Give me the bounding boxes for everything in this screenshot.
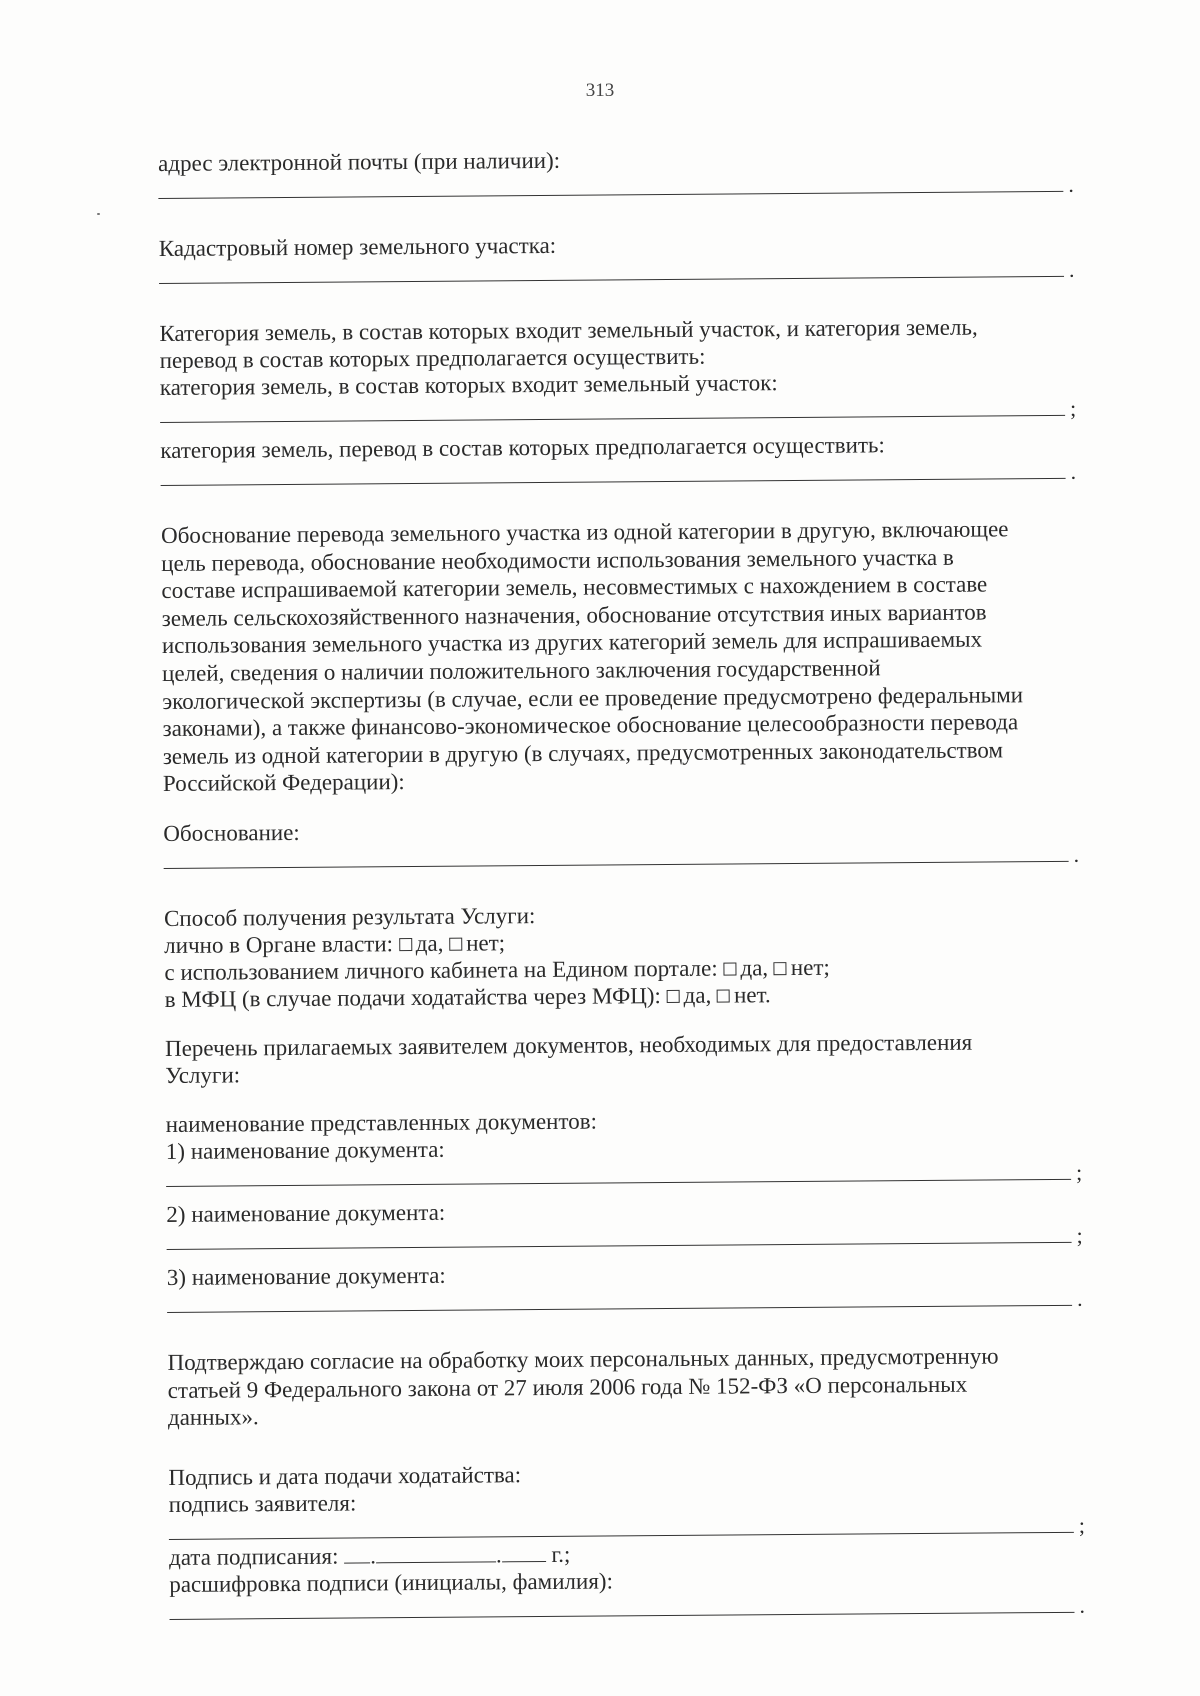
email-end: . <box>1068 171 1074 197</box>
documents-intro-line2: Услуги: <box>165 1062 241 1088</box>
documents-list-label: наименование представленных документов: <box>165 1108 598 1137</box>
date-day-blank[interactable] <box>344 1544 370 1563</box>
justification-line: Обоснование перевода земельного участка из одной категории в другую, включающее <box>160 516 1009 548</box>
categories-intro-line2: перевод в состав которых предполагается осуществить: <box>159 343 706 373</box>
mfc-label: в МФЦ (в случае подачи ходатайства через МФЦ): <box>164 983 661 1012</box>
consent-line: статьей 9 Федерального закона от 27 июля 2006 года № 152-ФЗ «О персональных <box>167 1371 968 1403</box>
no-label: нет <box>733 982 765 1008</box>
justification-line: земель из одной категории в другую (в случаях, предусмотренных законодательством <box>162 737 1004 769</box>
document3-end: . <box>1076 1285 1083 1311</box>
justification-line: Российской Федерации): <box>162 769 405 797</box>
portal-label: с использованием личного кабинета на Едином портале: <box>164 955 718 985</box>
current-category-label: категория земель, в состав которых входит земельный участок: <box>159 370 778 400</box>
document1-end: ; <box>1075 1159 1083 1185</box>
date-suffix: г.; <box>551 1541 571 1567</box>
page-number: 313 <box>585 80 615 101</box>
document3-label: 3) наименование документа: <box>166 1262 446 1290</box>
in-person-label: лично в Органе власти: <box>164 931 394 958</box>
categories-intro-line1: Категория земель, в состав которых входит земельный участок, и категория земель, <box>159 314 978 346</box>
current-category-end: ; <box>1069 395 1077 421</box>
signature-label: подпись заявителя: <box>168 1490 357 1517</box>
decoding-label: расшифровка подписи (инициалы, фамилия): <box>169 1568 614 1597</box>
date-label: дата подписания: <box>168 1543 339 1570</box>
in-person-yes-checkbox[interactable] <box>399 938 412 951</box>
justification-end: . <box>1073 841 1080 867</box>
form-content <box>158 143 1090 1624</box>
document2-end: ; <box>1076 1222 1083 1248</box>
date-month-blank[interactable] <box>376 1543 496 1563</box>
justification-line: целей, сведения о наличии положительного заключения государственной <box>162 655 881 686</box>
portal-yes-checkbox[interactable] <box>723 962 736 975</box>
justification-line: экологической экспертизы (в случае, если ее проведение предусмотрено федеральными <box>162 681 1024 714</box>
cadastral-label: Кадастровый номер земельного участка: <box>158 232 557 261</box>
decoding-end: . <box>1079 1592 1086 1618</box>
signature-title: Подпись и дата подачи ходатайства: <box>168 1461 522 1490</box>
mfc-no-checkbox[interactable] <box>717 989 730 1002</box>
in-person-no-checkbox[interactable] <box>449 938 462 951</box>
yes-label: да, <box>740 955 769 981</box>
separator: ; <box>498 930 506 956</box>
result-method-title: Способ получения результата Услуги: <box>163 902 536 931</box>
justification-line: использования земельного участка из других категорий земель для испрашиваемых <box>161 626 983 659</box>
document1-label: 1) наименование документа: <box>165 1136 445 1164</box>
mfc-yes-checkbox[interactable] <box>667 990 680 1003</box>
scan-speck <box>97 213 100 215</box>
date-dot: . <box>370 1543 377 1569</box>
justification-label: Обоснование: <box>163 819 300 846</box>
date-dot: . <box>495 1542 502 1568</box>
yes-label: да, <box>683 982 712 1008</box>
signature-end: ; <box>1078 1512 1086 1538</box>
consent-paragraph <box>167 1342 1088 1432</box>
decoding-underline <box>170 1612 1075 1620</box>
cadastral-end: . <box>1068 256 1075 282</box>
email-label: адрес электронной почты (при наличии): <box>158 147 561 176</box>
justification-line: законами), а также финансово-экономическое обоснование целесообразности перевода <box>162 709 1019 742</box>
separator: ; <box>823 954 830 980</box>
justification-line: цель перевода, обоснование необходимости использования земельного участка в <box>161 544 954 576</box>
documents-intro-line1: Перечень прилагаемых заявителем документов, необходимых для предоставления <box>164 1029 973 1061</box>
portal-no-checkbox[interactable] <box>774 962 787 975</box>
no-label: нет <box>790 954 824 980</box>
target-category-end: . <box>1070 458 1077 484</box>
justification-line: земель сельскохозяйственного назначения, обоснование отсутствия иных вариантов <box>161 599 987 631</box>
justification-description <box>161 515 1083 798</box>
separator: . <box>764 982 771 1008</box>
consent-line: данных». <box>167 1404 259 1431</box>
target-category-label: категория земель, перевод в состав которых предполагается осуществить: <box>160 432 885 463</box>
date-year-blank[interactable] <box>502 1543 546 1562</box>
justification-line: составе испрашиваемой категории земель, несовместимых с нахождением в составе <box>161 571 988 604</box>
document2-label: 2) наименование документа: <box>166 1199 446 1227</box>
yes-label: да, <box>415 930 444 956</box>
no-label: нет <box>466 930 499 956</box>
consent-line: Подтверждаю согласие на обработку моих персональных данных, предусмотренную <box>167 1343 999 1375</box>
